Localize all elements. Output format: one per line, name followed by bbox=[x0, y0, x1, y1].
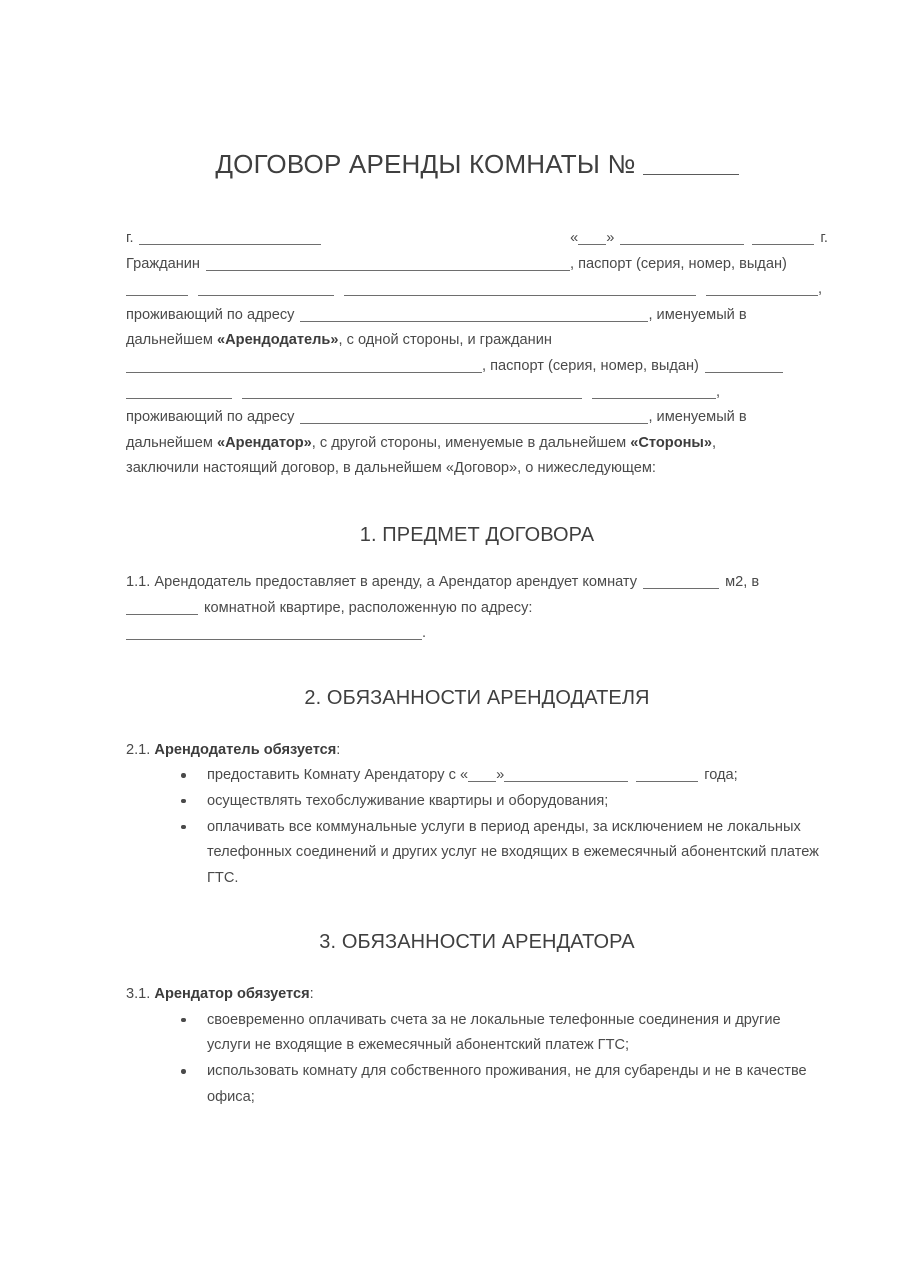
city-field bbox=[126, 226, 321, 252]
landlord-name-blank bbox=[206, 258, 570, 271]
landlord-address-blank bbox=[300, 309, 648, 322]
citizen-label: Гражданин bbox=[126, 255, 200, 272]
clause-2-1-lead: Арендодатель обязуется bbox=[154, 741, 337, 758]
year-suffix: г. bbox=[820, 230, 828, 246]
clause-2-1-colon: : bbox=[336, 741, 341, 758]
list-item: оплачивать все коммунальные услуги в период аренды, за исключением не локальных телефонных соединений и других услуг не входящих в ежемесячный абонентский платеж ГТС. bbox=[126, 815, 828, 892]
document-content bbox=[126, 0, 828, 1110]
tenant-passport-comma: , bbox=[716, 383, 721, 400]
tenant-identity-line bbox=[126, 354, 828, 380]
section-2-bullet-list bbox=[126, 763, 828, 891]
landlord-passport-number-blank bbox=[198, 283, 334, 296]
tenant-passport-series-blank bbox=[705, 360, 783, 373]
clause-1-1-line-1 bbox=[126, 570, 828, 596]
year-blank bbox=[752, 232, 814, 245]
clause-3-1-lead: Арендатор обязуется bbox=[154, 986, 310, 1003]
landlord-address-label: проживающий по адресу bbox=[126, 306, 295, 323]
tenant-passport-line bbox=[126, 380, 828, 406]
parties-term: «Стороны» bbox=[630, 434, 713, 451]
section-2-heading: 2. ОБЯЗАННОСТИ АРЕНДОДАТЕЛЯ bbox=[304, 686, 650, 709]
clause-3-1-line bbox=[126, 982, 828, 1008]
tenant-term-line bbox=[126, 431, 828, 457]
tenant-address-line bbox=[126, 405, 828, 431]
tenant-address-label: проживающий по адресу bbox=[126, 409, 295, 426]
tenant-passport-date-blank bbox=[592, 386, 716, 399]
city-date-line bbox=[126, 226, 828, 252]
landlord-passport-comma: , bbox=[818, 281, 823, 298]
tenant-term-tail: , с другой стороны, именуемые в дальнейшем bbox=[311, 434, 627, 451]
tenant-passport-number-blank bbox=[126, 386, 232, 399]
preamble-conclusion-line: заключили настоящий договор, в дальнейшем «Договор», о нижеследующем: bbox=[126, 460, 656, 477]
date-field bbox=[570, 226, 828, 252]
clause-1-1-unit: м2, в bbox=[725, 573, 760, 590]
parties-term-tail: , bbox=[712, 434, 717, 451]
landlord-term-tail: , с одной стороны, и гражданин bbox=[338, 332, 552, 349]
tenant-term: «Арендатор» bbox=[217, 434, 312, 451]
tenant-named-in: , именуемый в bbox=[648, 409, 747, 426]
section-3-bullet-list bbox=[126, 1008, 828, 1110]
clause-1-1-number: 1.1. bbox=[126, 573, 151, 590]
handover-month-blank bbox=[504, 769, 628, 782]
landlord-term: «Арендодатель» bbox=[217, 332, 339, 349]
further-word-1: дальнейшем bbox=[126, 332, 213, 349]
handover-year-blank bbox=[636, 769, 698, 782]
contract-number-blank bbox=[643, 174, 739, 175]
city-label: г. bbox=[126, 230, 134, 246]
preamble-block bbox=[126, 180, 828, 482]
date-close-quote: » bbox=[606, 230, 615, 246]
page-title bbox=[126, 0, 828, 180]
clause-1-1-line-3 bbox=[126, 621, 828, 647]
tenant-address-blank bbox=[300, 411, 648, 424]
clause-2-1-number: 2.1. bbox=[126, 741, 151, 758]
clause-1-1-text-part-2: комнатной квартире, расположенную по адресу: bbox=[204, 599, 533, 616]
section-3-heading: 3. ОБЯЗАННОСТИ АРЕНДАТОРА bbox=[319, 931, 635, 954]
landlord-named-in: , именуемый в bbox=[648, 306, 747, 323]
landlord-passport-line bbox=[126, 277, 828, 303]
tenant-name-blank bbox=[126, 360, 482, 373]
list-item bbox=[126, 763, 828, 789]
section-1-body bbox=[126, 547, 828, 647]
landlord-passport-issuer-blank bbox=[344, 283, 696, 296]
day-blank bbox=[578, 232, 606, 245]
clause-3-1-number: 3.1. bbox=[126, 986, 151, 1003]
clause-1-1-line-2 bbox=[126, 596, 828, 622]
section-1-heading: 1. ПРЕДМЕТ ДОГОВОРА bbox=[359, 523, 595, 546]
bullet-2-1-mid: » bbox=[496, 767, 505, 784]
clause-1-1-text-part-1: Арендодатель предоставляет в аренду, а Арендатор арендует комнату bbox=[154, 573, 638, 590]
page-title-text: ДОГОВОР АРЕНДЫ КОМНАТЫ № bbox=[215, 149, 636, 179]
room-area-blank bbox=[643, 576, 719, 589]
section-2-intro bbox=[126, 710, 828, 764]
list-item: своевременно оплачивать счета за не локальные телефонные соединения и другие услуги не входящие в ежемесячный абонентский платеж ГТС; bbox=[126, 1008, 828, 1059]
handover-day-blank bbox=[468, 769, 496, 782]
landlord-passport-note: , паспорт (серия, номер, выдан) bbox=[569, 255, 787, 272]
clause-2-1-line bbox=[126, 738, 828, 764]
landlord-passport-date-blank bbox=[706, 283, 818, 296]
landlord-address-line bbox=[126, 303, 828, 329]
bullet-2-1-post: года; bbox=[704, 767, 738, 784]
list-item: использовать комнату для собственного проживания, не для субаренды и не в качестве офиса; bbox=[126, 1059, 828, 1110]
room-count-blank bbox=[126, 602, 198, 615]
clause-1-1-period: . bbox=[422, 625, 427, 642]
list-item: осуществлять техобслуживание квартиры и оборудования; bbox=[126, 789, 828, 815]
room-address-blank bbox=[126, 627, 422, 640]
landlord-term-line bbox=[126, 328, 828, 354]
tenant-passport-note: , паспорт (серия, номер, выдан) bbox=[482, 357, 699, 374]
tenant-passport-issuer-blank bbox=[242, 386, 582, 399]
city-blank bbox=[139, 232, 321, 245]
landlord-passport-series-blank bbox=[126, 283, 188, 296]
month-blank bbox=[620, 232, 744, 245]
date-open-quote: « bbox=[570, 230, 579, 246]
landlord-identity-line bbox=[126, 252, 828, 278]
bullet-2-1-pre: предоставить Комнату Арендатору с « bbox=[207, 767, 469, 784]
section-3-intro bbox=[126, 954, 828, 1008]
clause-3-1-colon: : bbox=[309, 986, 314, 1003]
further-word-2: дальнейшем bbox=[126, 434, 213, 451]
